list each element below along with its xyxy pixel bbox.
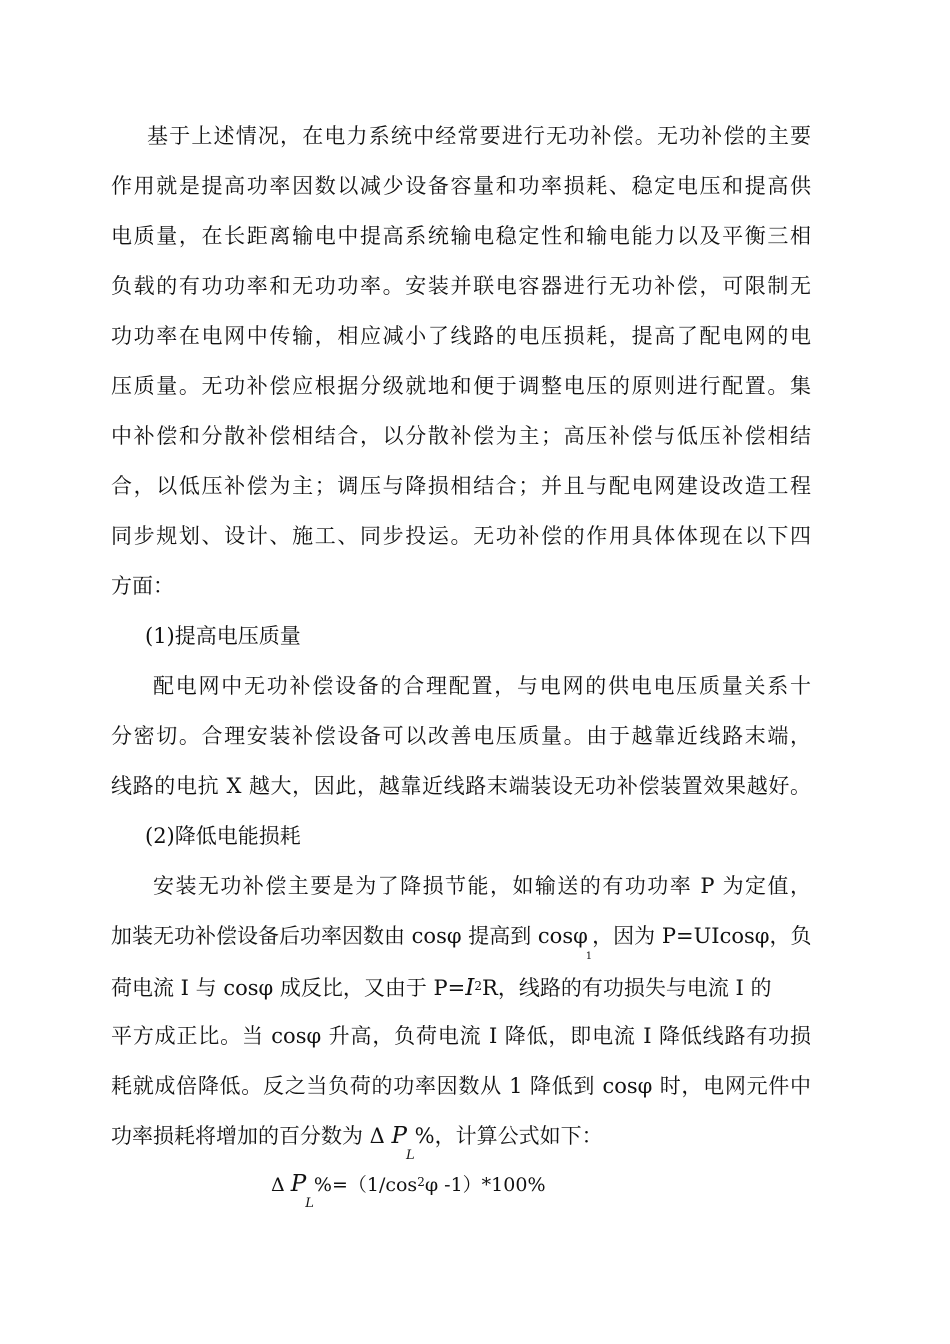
section-heading-loss-reduction [111,811,811,861]
current-variable: I [465,975,475,1001]
text-line [111,1111,811,1161]
text-line [111,961,811,1011]
text-line: 中补偿和分散补偿相结合，以分散补偿为主；高压补偿与低压补偿相结 [111,424,811,448]
text-line: 基于上述情况，在电力系统中经常要进行无功补偿。无功补偿的主要 [147,124,811,148]
text-line: 分密切。合理安装补偿设备可以改善电压质量。由于越靠近线路末端， [111,724,811,748]
text-segment: R，线路的有功损失与电流 I 的 [482,976,772,1000]
text-segment: ，因为 P=UIcosφ，负 [592,924,812,948]
paragraph-voltage-quality [111,661,811,811]
text-segment: 功率损耗将增加的百分数为 Δ [111,1124,392,1148]
text-line: 同步规划、设计、施工、同步投运。无功补偿的作用具体体现在以下四 [111,524,811,548]
text-line: 配电网中无功补偿设备的合理配置，与电网的供电电压质量关系十 [153,674,811,698]
formula-segment: φ -1）*100% [424,1174,546,1196]
formula-prefix: Δ [271,1174,291,1196]
paragraph-intro [111,111,811,611]
formula-segment: %=（1/cos [313,1174,418,1196]
text-line: 合，以低压补偿为主；调压与降损相结合；并且与配电网建设改造工程 [111,474,811,498]
heading-text: (1)提高电压质量 [145,624,301,648]
paragraph-loss-reduction [111,861,811,1161]
text-segment: %，计算公式如下： [414,1124,603,1148]
text-line: 安装无功补偿主要是为了降损节能，如输送的有功功率 P 为定值， [153,874,811,898]
heading-text: (2)降低电能损耗 [145,824,301,848]
text-line: 方面： [111,574,174,598]
text-segment: 加装无功补偿设备后功率因数由 cosφ 提高到 cosφ [111,924,588,948]
text-line: 负载的有功功率和无功功率。安装并联电容器进行无功补偿，可限制无 [111,274,811,298]
superscript: 2 [417,1175,425,1189]
loss-formula [271,1157,546,1229]
text-line: 功功率在电网中传输，相应减小了线路的电压损耗，提高了配电网的电 [111,324,811,348]
subscript: L [305,1196,314,1211]
text-line: 电质量，在长距离输电中提高系统输电稳定性和输电能力以及平衡三相 [111,224,811,248]
text-line: 线路的电抗 X 越大，因此，越靠近线路末端装设无功补偿装置效果越好。 [111,774,811,798]
text-line: 耗就成倍降低。反之当负荷的功率因数从 1 降低到 cosφ 时，电网元件中 [111,1074,811,1098]
section-heading-voltage-quality [111,611,811,661]
subscript: 1 [585,951,593,962]
text-line: 压质量。无功补偿应根据分级就地和便于调整电压的原则进行配置。集 [111,374,811,398]
text-segment: 荷电流 I 与 cosφ 成反比，又由于 P= [111,976,466,1000]
power-variable: P [290,1171,307,1197]
text-line [111,911,811,961]
text-line: 作用就是提高功率因数以减少设备容量和功率损耗、稳定电压和提高供 [111,174,811,198]
power-variable: P [391,1123,407,1149]
subscript: L [406,1148,415,1163]
superscript: 2 [474,979,483,993]
text-line: 平方成正比。当 cosφ 升高，负荷电流 I 降低，即电流 I 降低线路有功损 [111,1024,811,1048]
